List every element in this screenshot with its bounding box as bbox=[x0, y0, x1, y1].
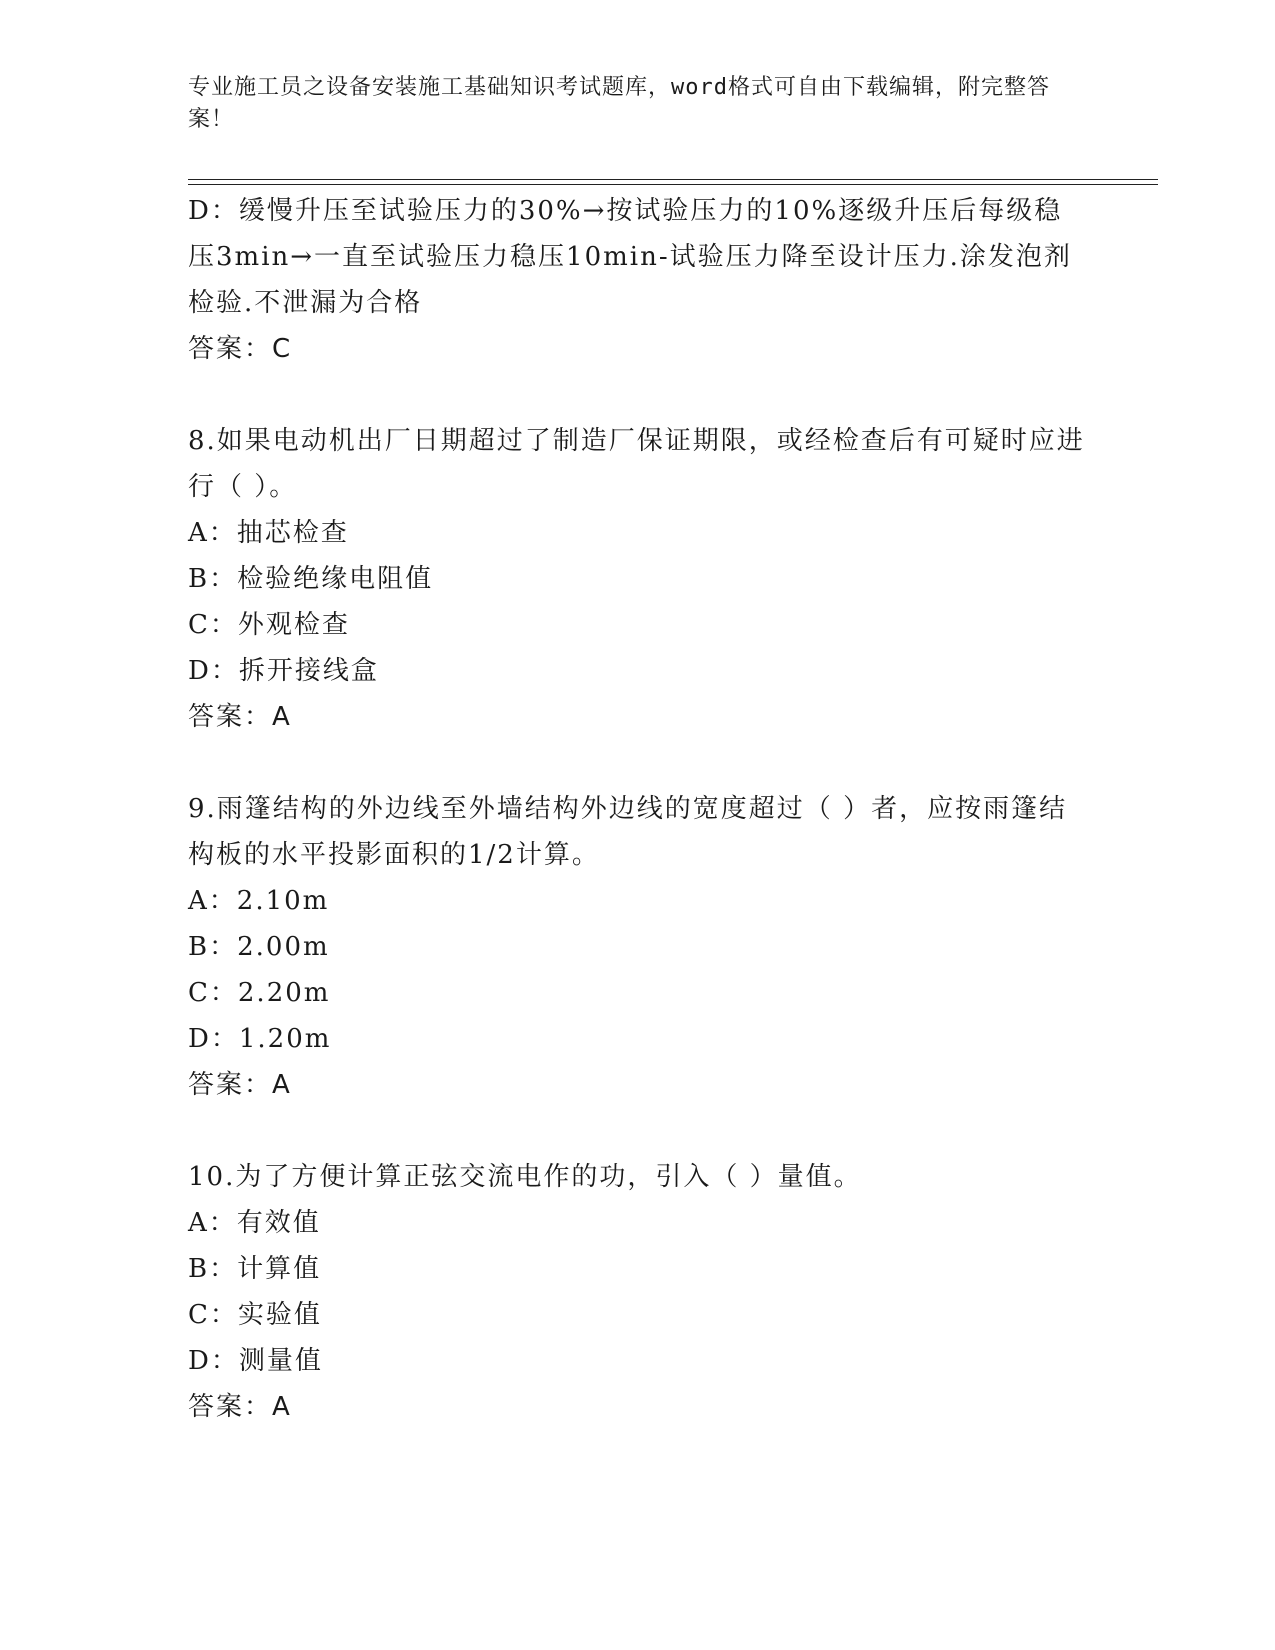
option-a: A：有效值 bbox=[188, 1208, 321, 1238]
question-stem: 8.如果电动机出厂日期超过了制造厂保证期限，或经检查后有可疑时应进行（ ）。 bbox=[188, 426, 1085, 502]
document-header: 专业施工员之设备安装施工基础知识考试题库，word格式可自由下载编辑，附完整答案！ bbox=[188, 75, 1050, 132]
answer: 答案：A bbox=[188, 1392, 292, 1422]
option-b: B：计算值 bbox=[188, 1254, 322, 1284]
option-d: D：1.20m bbox=[188, 1024, 332, 1054]
option-c: C：实验值 bbox=[188, 1300, 322, 1330]
option-a: A：2.10m bbox=[188, 886, 330, 916]
option-d: D：拆开接线盒 bbox=[188, 656, 379, 686]
question-9 bbox=[188, 786, 1088, 1108]
option-b: B：2.00m bbox=[188, 932, 330, 962]
answer: 答案：C bbox=[188, 334, 293, 364]
option-c: C：2.20m bbox=[188, 978, 331, 1008]
header-rule-top bbox=[188, 179, 1158, 180]
question-stem: 9.雨篷结构的外边线至外墙结构外边线的宽度超过（ ）者，应按雨篷结构板的水平投影面积的1/2计算。 bbox=[188, 794, 1068, 870]
option-b: B：检验绝缘电阻值 bbox=[188, 564, 434, 594]
question-10 bbox=[188, 1154, 1088, 1430]
option-c: C：外观检查 bbox=[188, 610, 350, 640]
question-list bbox=[188, 188, 1088, 1430]
option-a: A：抽芯检查 bbox=[188, 518, 349, 548]
answer: 答案：A bbox=[188, 1070, 292, 1100]
answer: 答案：A bbox=[188, 702, 292, 732]
question-stem: 10.为了方便计算正弦交流电作的功，引入（ ）量值。 bbox=[188, 1162, 862, 1192]
header-rule-bottom bbox=[188, 184, 1158, 185]
option-d: D：缓慢升压至试验压力的30%→按试验压力的10%逐级升压后每级稳压3min→一直至试验压力稳压10min-试验压力降至设计压力.涂发泡剂检验.不泄漏为合格 bbox=[188, 196, 1072, 318]
prev-question bbox=[188, 188, 1088, 372]
question-8 bbox=[188, 418, 1088, 740]
option-d: D：测量值 bbox=[188, 1346, 323, 1376]
